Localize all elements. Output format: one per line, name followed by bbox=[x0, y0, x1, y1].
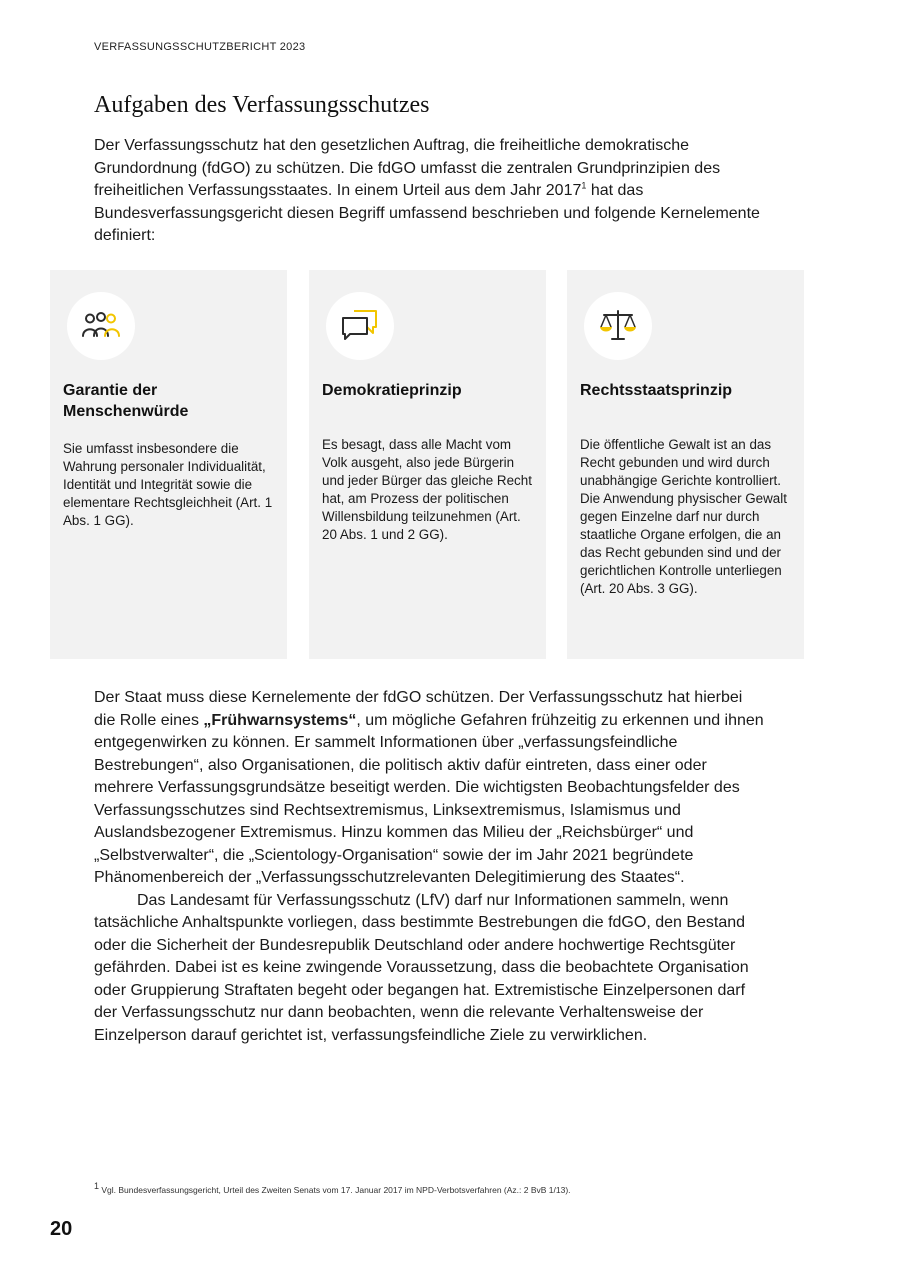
card-rechtsstaatsprinzip bbox=[567, 270, 804, 659]
intro-text-start: Der Verfassungsschutz hat den gesetzlichen Auftrag, die freiheitliche demokratische Grundordnung (fdGO) zu schützen. Die fdGO umfasst die zentralen Grundprinzipien des freiheitlichen Verfassungsstaates. In einem Urteil aus dem Jahr 2017 bbox=[94, 137, 721, 199]
card-title: Garantie der Menschenwürde bbox=[63, 382, 189, 420]
people-icon bbox=[67, 292, 135, 360]
body-text bbox=[94, 687, 764, 1047]
running-header: VERFASSUNGSSCHUTZBERICHT 2023 bbox=[94, 41, 306, 53]
body-paragraph-2: Das Landesamt für Verfassungsschutz (LfV) darf nur Informationen sammeln, wenn tatsächliche Anhaltspunkte vorliegen, dass bestimmte Bestrebungen die fdGO, den Bestand oder die Sicherheit der Bundesrepublik Deutschland oder andere hochwertige Rechtsgüter gefährden. Dabei ist es keine zwingende Voraussetzung, dass die beobachtete Organisation oder Gruppierung Straftaten begeht oder begangen hat. Extremistische Einzelpersonen darf der Verfassungsschutz nur dann beobachten, wenn die relevante Verhaltensweise der Einzelperson darauf gerichtet ist, verfassungsfeindliche Ziele zu verwirklichen. bbox=[94, 891, 749, 1044]
card-text: Die öffentliche Gewalt ist an das Recht gebunden und wird durch unabhängige Gerichte kontrolliert. Die Anwendung physischer Gewalt gegen Einzelne darf nur durch staatliche Organe erfolgen, die an das Recht gebunden sind und der gerichtlichen Kontrolle unterliegen (Art. 20 Abs. 3 GG). bbox=[580, 437, 787, 596]
footnote-marker: 1 bbox=[94, 1181, 100, 1192]
card-text: Sie umfasst insbesondere die Wahrung personaler Individualität, Identität und Integrität sowie die elementare Rechtsgleichheit (Art. 1 Abs. 1 GG). bbox=[63, 441, 273, 528]
section-title: Aufgaben des Verfassungsschutzes bbox=[94, 92, 430, 118]
intro-paragraph bbox=[94, 135, 774, 248]
footnote-reference: 1 bbox=[581, 180, 587, 191]
speech-bubbles-icon bbox=[326, 292, 394, 360]
body-text-start: Der Staat muss diese Kernelemente der fdGO schützen. Der Verfassungsschutz hat hierbei die Rolle eines bbox=[94, 689, 743, 729]
card-text: Es besagt, dass alle Macht vom Volk ausgeht, also jede Bürgerin und jeder Bürger das gleiche Recht hat, am Prozess der politischen Willensbildung teilzunehmen (Art. 20 Abs. 1 und 2 GG). bbox=[322, 437, 532, 542]
card-demokratieprinzip bbox=[309, 270, 546, 659]
card-menschenwuerde bbox=[50, 270, 287, 659]
page-number: 20 bbox=[50, 1218, 73, 1240]
card-title: Demokratieprinzip bbox=[322, 382, 462, 399]
intro-text-end: hat das Bundesverfassungsgericht diesen Begriff umfassend beschrieben und folgende Kernelemente definiert: bbox=[94, 182, 760, 244]
body-paragraph-1 bbox=[94, 687, 764, 890]
footnote-text: Vgl. Bundesverfassungsgericht, Urteil des Zweiten Senats vom 17. Januar 2017 im NPD-Verbotsverfahren (Az.: 2 BvB 1/13). bbox=[99, 1185, 571, 1195]
scales-icon bbox=[584, 292, 652, 360]
emphasis-fruehwarnsystem: „Frühwarnsystems“ bbox=[203, 711, 357, 729]
footnote bbox=[94, 1181, 571, 1195]
card-title: Rechtsstaatsprinzip bbox=[580, 382, 733, 399]
body-text-end: , um mögliche Gefahren frühzeitig zu erkennen und ihnen entgegenwirken zu können. Er sammelt Informationen über „verfassungsfeindliche Bestrebungen“, also Organisationen, die politisch aktiv dafür eintreten, dass einer oder mehrere Verfassungsgrundsätze beseitigt werden. Die wichtigsten Beobachtungsfelder des Verfassungsschutzes sind Rechtsextremismus, Linksextremismus, Islamismus und Auslandsbezogener Extremismus. Hinzu kommen das Milieu der „Reichsbürger“ und „Selbstverwalter“, die „Scientology-Organisation“ sowie der im Jahr 2021 begründete Phänomenbereich der „Verfassungsschutzrelevanten Delegitimierung des Staates“. bbox=[94, 711, 764, 886]
